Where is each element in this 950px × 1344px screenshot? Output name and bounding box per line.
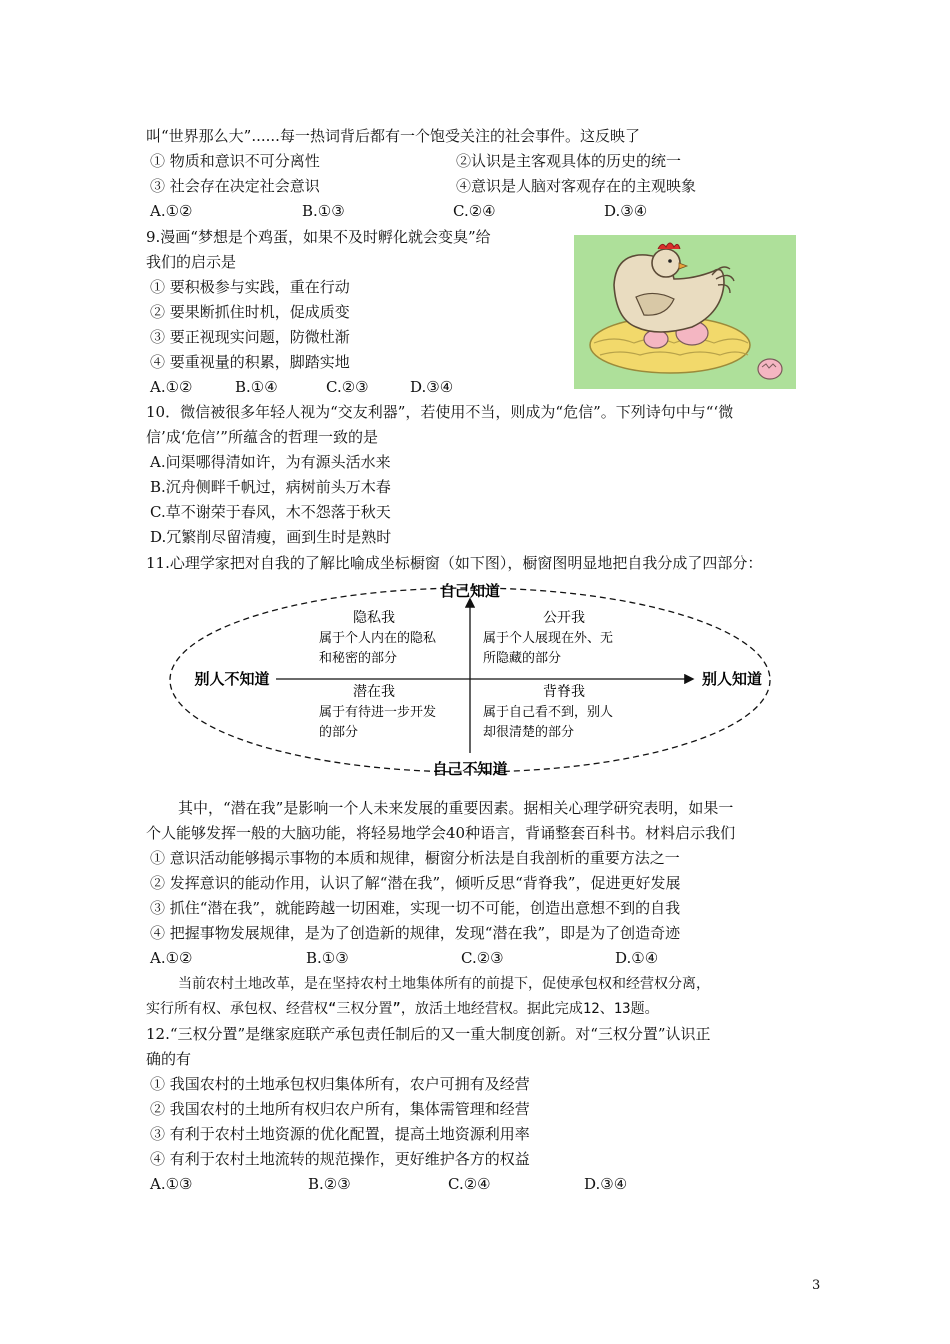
q11-material-line1: 其中，“潜在我”是影响一个人未来发展的重要因素。据相关心理学研究表明，如果一	[178, 799, 734, 817]
q11-material-line2: 个人能够发挥一般的大脑功能，将轻易地学会40种语言，背诵整套百科书。材料启示我们	[146, 824, 736, 842]
q11-item-2: ② 发挥意识的能动作用，认识了解“潜在我”，倾听反思“背脊我”，促进更好发展	[150, 874, 681, 892]
q9-option-d: D.③④	[410, 378, 454, 396]
q10-option-d: D.冗繁削尽留清瘦，画到生时是熟时	[150, 528, 392, 546]
q8-option-b: B.①③	[302, 202, 345, 220]
axis-left-label: 别人不知道	[194, 670, 270, 688]
q9-item-2: ② 要果断抓住时机，促成质变	[150, 303, 350, 321]
quadrant-blind-desc-2: 却很清楚的部分	[483, 725, 575, 740]
q9-item-3: ③ 要正视现实问题，防微杜渐	[150, 328, 350, 346]
axis-right-label: 别人知道	[701, 670, 763, 688]
q8-item-2: ②认识是主客观具体的历史的统一	[456, 152, 682, 170]
q11-item-4: ④ 把握事物发展规律，是为了创造新的规律，发现“潜在我”，即是为了创造奇迹	[150, 924, 681, 942]
quadrant-public-desc-1: 属于个人展现在外、无	[483, 631, 614, 646]
quadrant-public-desc-2: 所隐藏的部分	[483, 651, 562, 666]
q9-option-b: B.①④	[235, 378, 278, 396]
quadrant-private-desc-2: 和秘密的部分	[319, 651, 398, 666]
q8-option-c: C.②④	[453, 202, 496, 220]
quadrant-public-title: 公开我	[543, 610, 585, 626]
quadrant-private-title: 隐私我	[353, 610, 395, 626]
q10-stem-line2: 信’成‘危信’”所蕴含的哲理一致的是	[146, 428, 378, 446]
q12-item-1: ① 我国农村的土地承包权归集体所有，农户可拥有及经营	[150, 1075, 530, 1093]
q8-option-a: A.①②	[150, 202, 193, 220]
q12-option-c: C.②④	[448, 1175, 491, 1193]
q12-option-a: A.①③	[150, 1175, 193, 1193]
quadrant-blind-desc-1: 属于自己看不到，别人	[483, 705, 614, 720]
cracked-egg	[758, 359, 782, 379]
q12-option-b: B.②③	[308, 1175, 351, 1193]
hen-eye	[668, 259, 672, 263]
axis-top-label: 自己知道	[439, 582, 501, 600]
quadrant-blind-title: 背脊我	[543, 684, 585, 700]
q8-item-3: ③ 社会存在决定社会意识	[150, 177, 320, 195]
hen-head	[652, 249, 680, 277]
q9-stem-line1: 9.漫画“梦想是个鸡蛋，如果不及时孵化就会变臭”给	[146, 228, 491, 246]
hen-cartoon	[574, 235, 796, 389]
q8-stem-tail: 叫“世界那么大”......每一热词背后都有一个饱受关注的社会事件。这反映了	[146, 127, 640, 145]
quadrant-private-desc-1: 属于个人内在的隐私	[319, 631, 437, 646]
q9-option-c: C.②③	[326, 378, 369, 396]
q9-option-a: A.①②	[150, 378, 193, 396]
quadrant-potential-desc-1: 属于有待进一步开发	[319, 705, 437, 720]
q11-option-a: A.①②	[150, 949, 193, 967]
q10-option-c: C.草不谢荣于春风，木不怨落于秋天	[150, 503, 391, 521]
q8-item-4: ④意识是人脑对客观存在的主观映象	[456, 177, 697, 195]
q11-option-b: B.①③	[306, 949, 349, 967]
q9-item-4: ④ 要重视量的积累，脚踏实地	[150, 353, 350, 371]
q12-stem-line2: 确的有	[146, 1050, 192, 1068]
q8-option-d: D.③④	[604, 202, 648, 220]
q9-item-1: ① 要积极参与实践，重在行动	[150, 278, 350, 296]
q10-option-b: B.沉舟侧畔千帆过，病树前头万木春	[150, 478, 391, 496]
material-line2: 实行所有权、承包权、经营权“三权分置”，放活土地经营权。据此完成12、13题。	[146, 1001, 659, 1017]
quadrant-potential-title: 潜在我	[353, 684, 395, 700]
q10-option-a: A.问渠哪得清如许，为有源头活水来	[150, 453, 391, 471]
q11-item-3: ③ 抓住“潜在我”，就能跨越一切困难，实现一切不可能，创造出意想不到的自我	[150, 899, 681, 917]
q9-stem-line2: 我们的启示是	[146, 253, 237, 271]
q11-option-d: D.①④	[615, 949, 659, 967]
q11-item-1: ① 意识活动能够揭示事物的本质和规律，橱窗分析法是自我剖析的重要方法之一	[150, 849, 680, 867]
q12-stem-line1: 12.“三权分置”是继家庭联产承包责任制后的又一重大制度创新。对“三权分置”认识正	[146, 1025, 711, 1043]
q12-item-2: ② 我国农村的土地所有权归农户所有，集体需管理和经营	[150, 1100, 530, 1118]
axis-bottom-label: 自己不知道	[432, 760, 508, 778]
johari-window-diagram	[160, 578, 780, 780]
q10-stem-line1: 10．微信被很多年轻人视为“交友利器”，若使用不当，则成为“危信”。下列诗句中与“‘微	[146, 403, 734, 421]
q12-item-3: ③ 有利于农村土地资源的优化配置，提高土地资源利用率	[150, 1125, 530, 1143]
q11-stem: 11.心理学家把对自我的了解比喻成坐标橱窗（如下图），橱窗图明显地把自我分成了四部分：	[146, 554, 763, 572]
q11-option-c: C.②③	[461, 949, 504, 967]
q12-option-d: D.③④	[584, 1175, 628, 1193]
q8-item-1: ① 物质和意识不可分离性	[150, 152, 320, 170]
page-number: 3	[812, 1278, 821, 1293]
material-line1: 当前农村土地改革，是在坚持农村土地集体所有的前提下，促使承包权和经营权分离，	[178, 976, 710, 992]
quadrant-potential-desc-2: 的部分	[319, 725, 359, 740]
q12-item-4: ④ 有利于农村土地流转的规范操作，更好维护各方的权益	[150, 1150, 530, 1168]
